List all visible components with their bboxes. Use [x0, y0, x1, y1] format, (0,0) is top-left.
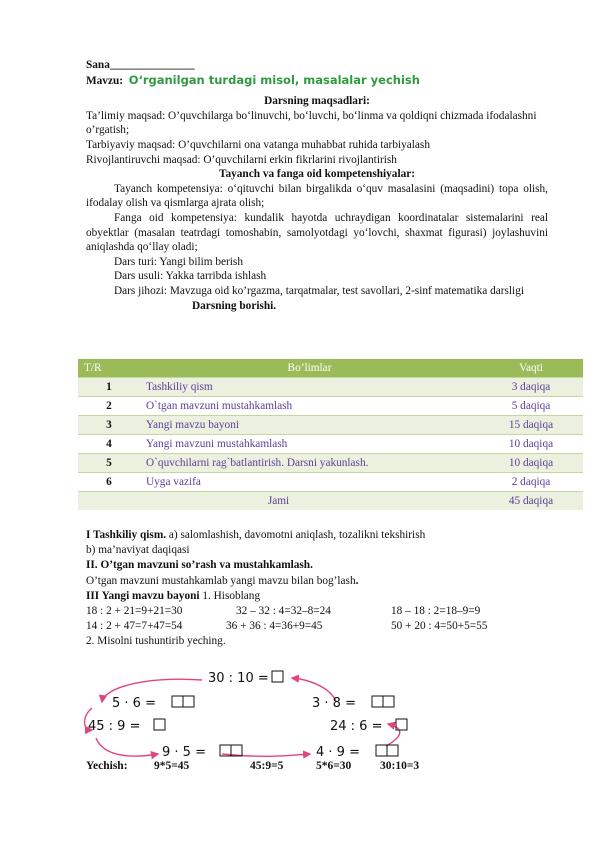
lesson-method: Dars usuli: Yakka tarribda ishlash [114, 270, 267, 283]
column-header-time: Vaqti [479, 359, 583, 378]
topic-title: O‘rganilgan turdagi misol, masalalar yechish [128, 72, 420, 87]
part1-line [86, 528, 556, 543]
part3-title: III Yangi mavzu bayoni [86, 589, 200, 602]
part3-text: 1. Hisoblang [199, 589, 261, 602]
competencies-heading: Tayanch va fanga oid kompetenshiyalar: [218, 168, 416, 181]
goals-heading: Darsning maqsadlari: [264, 95, 370, 108]
exercise-row-2 [86, 619, 556, 634]
expression-text: 30 : 10 = [208, 671, 269, 686]
lesson-procedure [86, 528, 556, 650]
right-a-expression [312, 696, 394, 711]
expression-text: 9 · 5 = [162, 745, 206, 760]
row-time: 15 daqiqa [479, 416, 583, 435]
row-time: 10 daqiqa [479, 454, 583, 473]
table-row [78, 397, 583, 416]
part2-title: II. O’tgan mavzuni so’rash va mustahkamlash. [86, 559, 313, 572]
table-row [78, 454, 583, 473]
lesson-plan-table [78, 359, 583, 510]
answer-box [172, 696, 183, 707]
exercise-item: 18 – 18 : 2=18–9=9 [391, 605, 481, 618]
exercise-row-1 [86, 604, 556, 619]
plan-heading: Darsning borishi. [192, 299, 277, 312]
part3-line [86, 589, 556, 604]
part1-title: I Tashkiliy qism. [86, 529, 167, 541]
answer-box [372, 696, 383, 707]
row-section: Yangi mavzuni mustahkamlash [140, 435, 479, 454]
task2-line: 2. Misolni tushuntirib yeching. [86, 635, 226, 648]
total-time: 45 daqiqa [479, 492, 583, 511]
row-number: 1 [78, 378, 140, 397]
answer-box [183, 696, 194, 707]
date-blank: _______________ [109, 59, 195, 71]
row-number: 3 [78, 416, 140, 435]
expression-text: 4 · 9 = [316, 745, 360, 760]
row-section: Yangi mavzu bayoni [140, 416, 479, 435]
part2-dot: . [355, 574, 359, 587]
answer-box [376, 745, 387, 756]
total-label: Jami [78, 492, 479, 511]
goal-developmental: Rivojlantiruvchi maqsad: O’quvchilarni erkin fikrlarini rivojlantirish [86, 153, 397, 166]
row-number: 5 [78, 454, 140, 473]
right-c-expression [316, 745, 398, 760]
solution-item: 30:10=3 [380, 760, 420, 772]
row-number: 4 [78, 435, 140, 454]
arrow-right-up [386, 724, 400, 746]
row-number: 6 [78, 473, 140, 492]
topic-line [86, 73, 548, 89]
row-time: 5 daqiqa [479, 397, 583, 416]
column-header-sections: Bo’limlar [140, 359, 479, 378]
date-label: Sana [86, 59, 110, 71]
left-top-expression [208, 671, 283, 686]
table-row [78, 435, 583, 454]
column-header-number: T/R [78, 359, 140, 378]
lesson-equipment: Dars jihozi: Mavzuga oid ko’rgazma, tarqatmalar, test savollari, 2-sinf matematika darsligi [114, 284, 524, 297]
arrow-left-bottom [96, 738, 158, 756]
exercise-item: 36 + 36 : 4=36+9=45 [226, 620, 323, 633]
exercise-item: 50 + 20 : 4=50+5=55 [391, 620, 488, 633]
row-time: 10 daqiqa [479, 435, 583, 454]
core-competency: Tayanch kompetensiya: o‘qituvchi bilan birgalikda o‘quv masalasini (maqsadini) topa olish, ifodalay olish va qismlarga ajrata olish; [86, 182, 548, 210]
solution-item: 5*6=30 [316, 760, 352, 772]
expression-text: 3 · 8 = [312, 696, 356, 711]
chain-diagram [84, 666, 414, 762]
left-b-expression [88, 719, 165, 734]
exercise-item: 14 : 2 + 47=7+47=54 [86, 620, 183, 633]
expression-text: 45 : 9 = [88, 719, 141, 734]
left-a-expression [112, 696, 194, 711]
lesson-type: Dars turi: Yangi bilim berish [114, 255, 243, 268]
goal-upbringing: Tarbiyaviy maqsad: O’quvchilarni ona vatanga muhabbat ruhida tarbiyalash [86, 138, 430, 151]
table-row [78, 473, 583, 492]
table-total-row [78, 492, 583, 511]
part1-text: a) salomlashish, davomotni aniqlash, tozalikni tekshirish [166, 529, 426, 541]
row-section: Uyga vazifa [140, 473, 479, 492]
solution-item: 45:9=5 [250, 760, 284, 772]
left-c-expression [162, 745, 242, 760]
solution-item: 9*5=45 [154, 760, 190, 772]
part2-text: O’tgan mavzuni mustahkamlab yangi mavzu bilan bog’lash [86, 574, 356, 587]
row-section: Tashkiliy qism [140, 378, 479, 397]
exercise-item: 32 – 32 : 4=32–8=24 [236, 605, 331, 618]
row-time: 3 daqiqa [479, 378, 583, 397]
document-body [86, 58, 548, 313]
row-section: O`quvchilarni rag`batlantirish. Darsni yakunlash. [140, 454, 479, 473]
date-line [86, 58, 548, 73]
subject-competency: Fanga oid kompetensiya: kundalik hayotda uchraydigan koordinatalar sistemalarini real obyektlar (masalan teatrdagi tomoshabin, samolyotdagi yo‘lovchi, shaxmat figurasi) joylashuvini aniqlashda qo‘llay oladi; [86, 211, 548, 254]
table-header-row [78, 359, 583, 378]
solution-label: Yechish: [86, 760, 128, 772]
answer-box [387, 745, 398, 756]
row-number: 2 [78, 397, 140, 416]
topic-label: Mavzu: [86, 74, 124, 87]
answer-box [383, 696, 394, 707]
expression-text: 5 · 6 = [112, 696, 156, 711]
row-time: 2 daqiqa [479, 473, 583, 492]
table-row [78, 378, 583, 397]
table-row [78, 416, 583, 435]
solution-line [86, 760, 419, 772]
part2-line [86, 574, 556, 589]
part1-b: b) ma’naviyat daqiqasi [86, 544, 190, 557]
answer-box [154, 719, 165, 730]
answer-box [272, 671, 283, 682]
exercise-item: 18 : 2 + 21=9+21=30 [86, 605, 183, 618]
goal-educational: Ta’limiy maqsad: O’quvchilarga bo‘linuvchi, bo‘luvchi, bo‘linma va qoldiqni chizmada ifodalashni o’rgatish; [86, 109, 537, 137]
row-section: O`tgan mavzuni mustahkamlash [140, 397, 479, 416]
expression-text: 24 : 6 = [330, 719, 383, 734]
